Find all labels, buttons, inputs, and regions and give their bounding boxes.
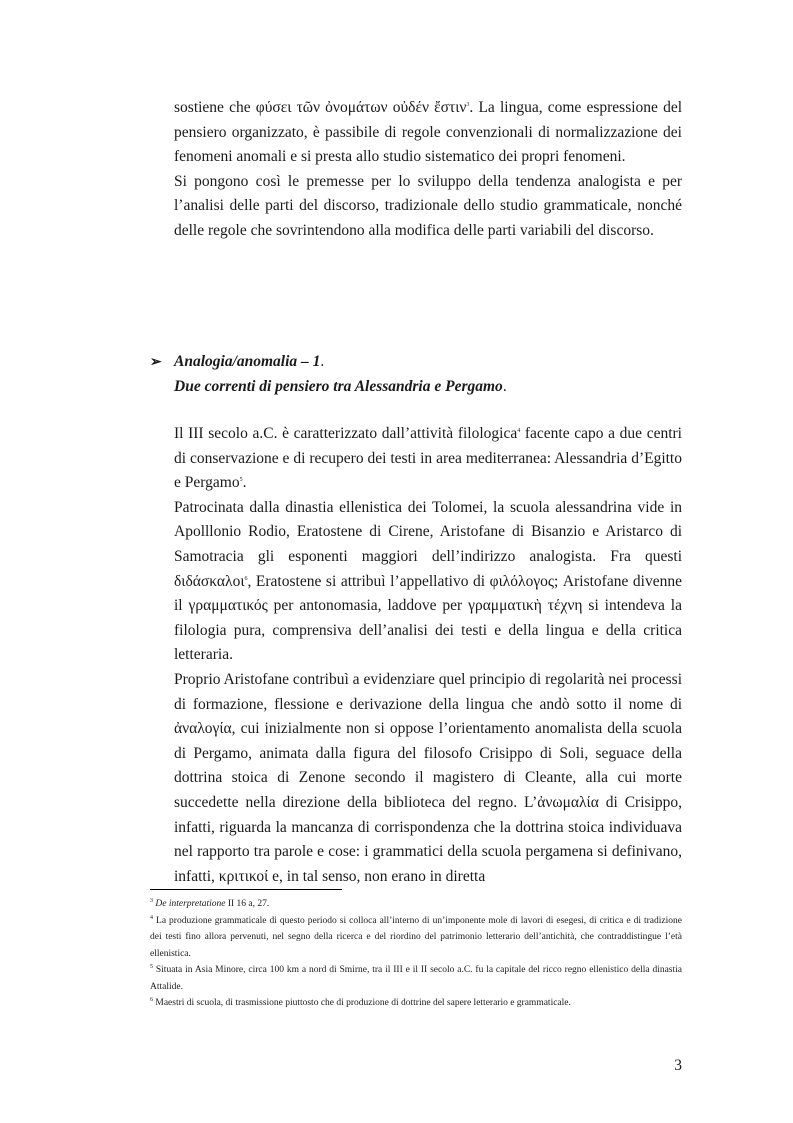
footnote-number: 5 [150,964,153,970]
footnotes [150,896,682,1012]
footnote-number: 4 [150,914,153,921]
page-number: 3 [674,1057,682,1074]
footnote: $^6$ Maestri di scuola, di trasmissione piuttosto che di produzione di dottrine del sapere letterario e grammaticale. [150,997,571,1008]
section-text [174,422,682,889]
section-heading [150,350,690,399]
footnote-ref-6[interactable]: 6 [244,575,248,582]
arrow-bullet-icon: ➢ [150,355,162,370]
section-paragraph-2: Patrocinata dalla dinastia ellenistica dei Tolomei, la scuola alessandrina vide in Apolllonio Rodio, Eratostene di Cirene, Aristofane di Bisanzio e Aristarco di Samotracia gli esponenti maggiori dell’indirizzo analogista. Fra questi διδάσκαλοι$^6$, Eratostene si attribuì l’appellativo di φιλόλογος; Aristofane divenne il γραμματικός per antonomasia, laddove per γραμματικὴ τέχνη si intendeva la filologia pura, comprensiva dell’analisi dei testi e della lingua e della critica letteraria. [174,498,682,664]
footnote: $^5$ Situata in Asia Minore, circa 100 km a nord di Smirne, tra il III e il II secolo a.C. fu la capitale del ricco regno ellenistico della dinastia Attalide. [150,964,682,992]
intro-paragraph-2: Si pongono così le premesse per lo sviluppo della tendenza analogista e per l’analisi delle parti del discorso, tradizionale dello studio grammaticale, nonché delle regole che sovrintendono alla modifica delle parti variabili del discorso. [174,172,682,239]
heading-line-2: Due correnti di pensiero tra Alessandria e Pergamo. [174,378,507,395]
intro-text [174,96,682,244]
footnote: $^4$ La produzione grammaticale di questo periodo si colloca all’interno di un’imponente mole di lavori di esegesi, di critica e di tradizione dei testi fino allora pervenuti, nel segno della ricerca e del riordino del patrimonio letterario dell’antichità, che contraddistingue l’età ellenistica. [150,914,682,959]
footnote-divider [150,889,342,890]
section-paragraph-3: Proprio Aristofane contribuì a evidenziare quel principio di regolarità nei processi di formazione, flessione e derivazione della lingua che andò sotto il nome di ἀναλογία, cui inizialmente non si oppose l’orientamento anomalista della scuola di Pergamo, animata dalla figura del filosofo Crisippo di Soli, seguace della dottrina stoica di Zenone secondo il magistero di Cleante, alla cui morte succedette nella direzione della biblioteca del regno. L’ἀνωμαλία di Crisippo, infatti, riguarda la mancanza di corrispondenza che la dottrina stoica individuava nel rapporto tra parole e cose: i grammatici della scuola pergamena si definivano, infatti, κριτικοί e, in tal senso, non erano in diretta [174,670,682,885]
footnote-number: 6 [150,997,153,1003]
footnote-ref-3[interactable]: 3 [466,102,470,108]
section-paragraph-1: Il III secolo a.C. è caratterizzato dall’attività filologica$^4$ facente capo a due centri di conservazione e di recupero dei testi in area mediterranea: Alessandria d’Egitto e Pergamo$^5$. [174,425,682,492]
footnote: $^3$ De interpretatione II 16 a, 27. [150,898,270,909]
intro-paragraph-1: sostiene che φύσει τῶν ὀνομάτων οὐδέν ἔστιν$^3$. La lingua, come espressione del pensiero organizzato, è passibile di regole convenzionali di normalizzazione dei fenomeni anomali e si presta allo studio sistematico dei propri fenomeni. [174,99,683,166]
footnote-number: 3 [150,898,153,904]
footnote-ref-5[interactable]: 5 [239,477,243,484]
footnote-ref-4[interactable]: 4 [517,428,521,434]
heading-line-1: ➢ Analogia/anomalia – 1. [150,350,690,375]
